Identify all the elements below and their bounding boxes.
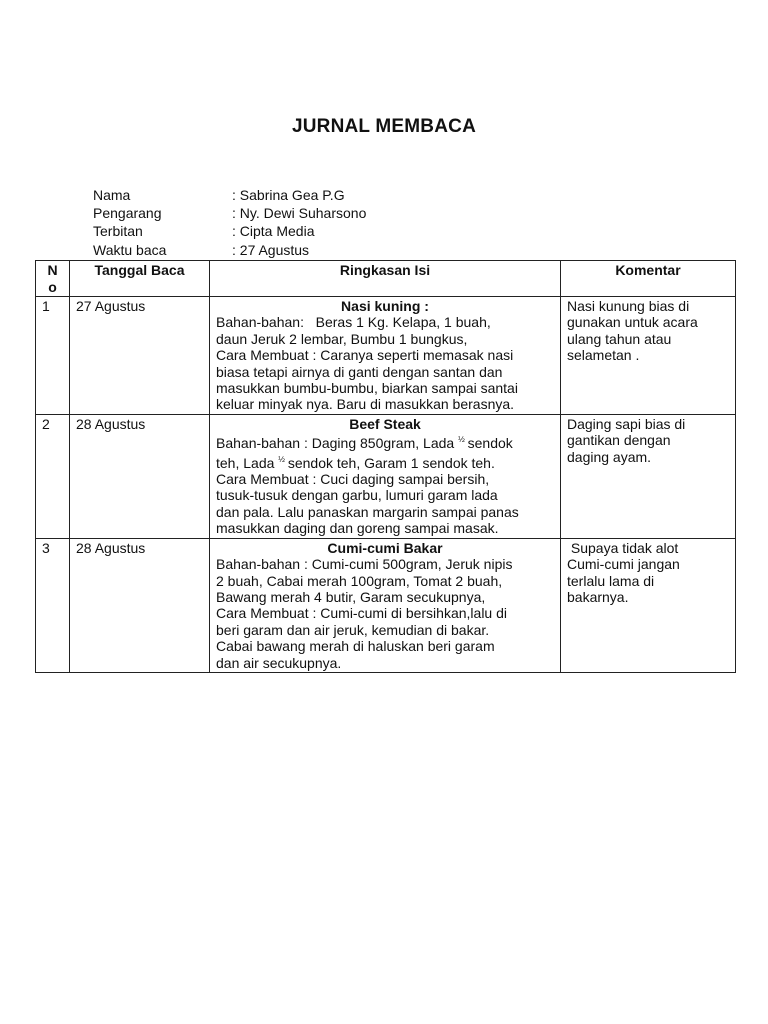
info-value: : Cipta Media	[232, 223, 315, 240]
row-number: 1	[36, 297, 70, 415]
comment-line: gunakan untuk acara	[567, 314, 698, 331]
comment-line: terlalu lama di	[567, 572, 655, 589]
header-no-line2: o	[48, 279, 57, 295]
info-label: Pengarang	[93, 205, 162, 222]
summary-text: sendok teh, Garam 1 sendok teh.	[283, 454, 495, 471]
dish-title: Nasi kuning :	[341, 298, 429, 314]
page-title: JURNAL MEMBACA	[291, 116, 476, 137]
summary-line: keluar minyak nya. Baru di masukkan berasnya.	[216, 396, 515, 413]
summary-line: biasa tetapi airnya di ganti dengan santan dan	[216, 363, 503, 380]
info-row-waktu-baca	[93, 241, 366, 259]
summary-line: daun Jeruk 2 lembar, Bumbu 1 bungkus,	[216, 330, 468, 347]
dish-title: Cumi-cumi Bakar	[327, 539, 443, 556]
summary-text: Bahan-bahan : Daging 850gram, Lada	[216, 435, 459, 452]
comment-line: Daging sapi bias di	[567, 415, 686, 432]
row-number: 2	[36, 414, 70, 538]
summary-text: sendok	[463, 435, 513, 452]
comment-line: daging ayam.	[567, 448, 652, 465]
comment-line: gantikan dengan	[567, 432, 671, 449]
info-row-terbitan	[93, 222, 366, 240]
row-summary	[210, 297, 561, 415]
summary-line: 2 buah, Cabai merah 100gram, Tomat 2 buah,	[216, 572, 503, 589]
info-value: : 27 Agustus	[232, 241, 310, 258]
row-comment	[561, 414, 736, 538]
comment-line: ulang tahun atau	[567, 330, 672, 347]
table-header-row	[36, 261, 736, 297]
row-date: 28 Agustus	[70, 414, 210, 538]
info-row-pengarang	[93, 204, 366, 222]
table-row	[36, 538, 736, 672]
header-comment: Komentar	[561, 261, 736, 297]
header-date: Tanggal Baca	[70, 261, 210, 297]
comment-line: Supaya tidak alot	[567, 539, 679, 556]
summary-line: Cara Membuat : Cuci daging sampai bersih,	[216, 471, 490, 488]
book-info	[93, 186, 366, 259]
row-summary	[210, 538, 561, 672]
dish-title: Beef Steak	[349, 415, 421, 432]
table-row	[36, 414, 736, 538]
row-date: 28 Agustus	[70, 538, 210, 672]
reading-journal-table	[35, 260, 736, 673]
summary-line: masukkan daging dan goreng sampai masak.	[216, 520, 499, 537]
summary-line: beri garam dan air jeruk, kemudian di bakar.	[216, 621, 490, 638]
row-summary	[210, 414, 561, 538]
summary-line: masukkan bumbu-bumbu, biarkan sampai santai	[216, 380, 518, 397]
info-label: Terbitan	[93, 223, 143, 240]
summary-line: Cara Membuat : Caranya seperti memasak nasi	[216, 347, 514, 364]
summary-text: teh, Lada	[216, 454, 279, 471]
info-row-nama	[93, 186, 366, 204]
info-value: : Sabrina Gea P.G	[232, 187, 345, 203]
fraction: ½	[278, 454, 284, 464]
summary-line: Bahan-bahan : Cumi-cumi 500gram, Jeruk nipis	[216, 556, 513, 573]
summary-line: dan air secukupnya.	[216, 654, 342, 671]
summary-line: Cara Membuat : Cumi-cumi di bersihkan,lalu di	[216, 605, 507, 622]
comment-line: bakarnya.	[567, 588, 629, 605]
row-comment	[561, 538, 736, 672]
info-label: Waktu baca	[93, 241, 167, 258]
info-label: Nama	[93, 187, 131, 203]
row-date: 27 Agustus	[70, 297, 210, 415]
comment-line: Cumi-cumi jangan	[567, 556, 680, 573]
table-row	[36, 297, 736, 415]
comment-line: Nasi kunung bias di	[567, 298, 690, 314]
fraction: ½	[458, 435, 464, 445]
header-summary: Ringkasan Isi	[210, 261, 561, 297]
summary-line: Bahan-bahan: Beras 1 Kg. Kelapa, 1 buah,	[216, 314, 491, 331]
row-number: 3	[36, 538, 70, 672]
summary-line	[216, 452, 554, 471]
summary-line: dan pala. Lalu panaskan margarin sampai panas	[216, 503, 519, 520]
summary-line: tusuk-tusuk dengan garbu, lumuri garam lada	[216, 487, 498, 504]
comment-line: selametan .	[567, 347, 640, 364]
summary-line	[216, 432, 554, 451]
row-comment	[561, 297, 736, 415]
header-no-line1: N	[47, 262, 58, 278]
summary-line: Cabai bawang merah di haluskan beri garam	[216, 638, 495, 655]
summary-line: Bawang merah 4 butir, Garam secukupnya,	[216, 588, 486, 605]
info-value: : Ny. Dewi Suharsono	[232, 205, 367, 222]
header-no	[36, 261, 70, 297]
